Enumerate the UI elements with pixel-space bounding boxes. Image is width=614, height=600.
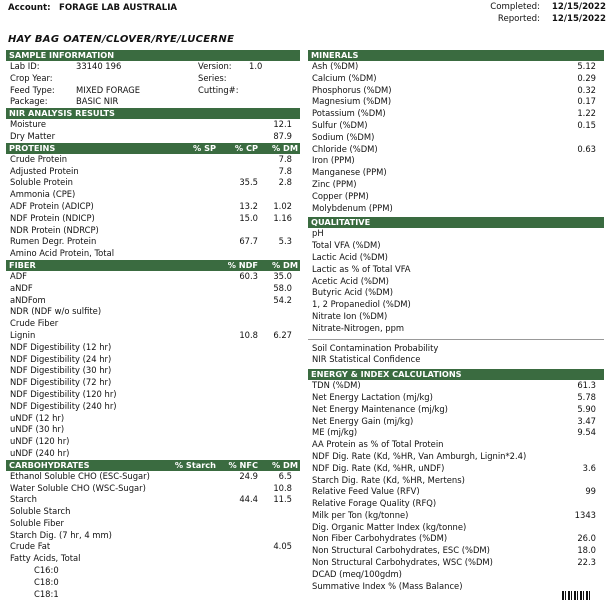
table-row: [6, 201, 300, 213]
row-label: uNDF (12 hr): [10, 412, 65, 423]
section-header-carbohydrates: [6, 460, 300, 471]
row-value: 6.27: [273, 329, 292, 340]
row-value: 11.5: [273, 494, 292, 505]
reported-value: 12/15/2022: [551, 14, 606, 24]
table-row: [308, 510, 604, 522]
row-label: Starch Dig. (7 hr, 4 mm): [10, 529, 112, 540]
table-row: [308, 144, 604, 156]
table-row: [308, 498, 604, 510]
table-row: [6, 436, 300, 448]
row-label: AA Protein as % of Total Protein: [312, 439, 444, 450]
row-label: Adjusted Protein: [10, 165, 79, 176]
col-header-dm: % DM: [272, 459, 298, 470]
nir-rows: [6, 119, 300, 143]
package-label: Package:: [10, 96, 48, 107]
row-value: 24.9: [239, 470, 258, 481]
row-label: Rumen Degr. Protein: [10, 236, 97, 247]
row-value: 12.1: [273, 119, 292, 130]
table-row: [308, 191, 604, 203]
section-header-energy: [308, 369, 604, 380]
row-value: 9.54: [577, 427, 596, 438]
row-value: 0.17: [577, 96, 596, 107]
row-label: NDF Protein (NDICP): [10, 212, 95, 223]
row-label: NDF Digestibility (30 hr): [10, 365, 112, 376]
row-label: Net Energy Gain (mj/kg): [312, 415, 414, 426]
table-row: [6, 483, 300, 495]
table-row: [6, 389, 300, 401]
row-value: 87.9: [273, 130, 292, 141]
row-label: Amino Acid Protein, Total: [10, 248, 115, 259]
row-label: Relative Feed Value (RFV): [312, 486, 420, 497]
table-row: [6, 424, 300, 436]
row-value: 10.8: [273, 482, 292, 493]
table-row: [6, 530, 300, 542]
row-label: NDR (NDF w/o sulfite): [10, 306, 102, 317]
row-value: 7.8: [278, 165, 292, 176]
row-label: Milk per Ton (kg/tonne): [312, 509, 409, 520]
table-row: [6, 401, 300, 413]
table-row: [308, 155, 604, 167]
row-value: 1.02: [273, 200, 292, 211]
table-row: [308, 522, 604, 534]
row-label: Summative Index % (Mass Balance): [312, 580, 463, 591]
row-label: aNDFom: [10, 294, 46, 305]
row-label: Crude Fat: [10, 541, 51, 552]
section-header-fiber: [6, 260, 300, 271]
table-row: [6, 365, 300, 377]
row-label: Water Soluble CHO (WSC-Sugar): [10, 482, 146, 493]
row-value: 6.5: [278, 470, 292, 481]
left-column: [6, 50, 300, 600]
feed-type-value: MIXED FORAGE: [76, 84, 141, 95]
row-value: 10.8: [239, 329, 258, 340]
section-header-proteins: [6, 143, 300, 154]
table-row: [308, 343, 604, 355]
table-row: [308, 132, 604, 144]
table-row: [308, 486, 604, 498]
row-label: C18:1: [34, 588, 59, 599]
row-value: 7.8: [278, 153, 292, 164]
table-row: [6, 295, 300, 307]
table-row: [308, 61, 604, 73]
table-row: [308, 85, 604, 97]
table-row: [308, 299, 604, 311]
completed-value: 12/15/2022: [551, 2, 606, 12]
row-label: pH: [312, 228, 324, 239]
table-row: [6, 577, 300, 589]
right-column: [308, 50, 604, 592]
row-value: 0.15: [577, 119, 596, 130]
table-row: [308, 569, 604, 581]
table-row: [6, 330, 300, 342]
row-value: 60.3: [239, 270, 258, 281]
table-row: [308, 533, 604, 545]
row-value: 35.0: [273, 270, 292, 281]
table-row: [308, 203, 604, 215]
table-row: [308, 451, 604, 463]
row-label: Total VFA (%DM): [312, 240, 381, 251]
row-label: Iron (PPM): [312, 155, 355, 166]
row-label: Soil Contamination Probability: [312, 342, 439, 353]
table-row: [308, 108, 604, 120]
row-value: 18.0: [577, 545, 596, 556]
row-value: 1.16: [273, 212, 292, 223]
table-row: [308, 404, 604, 416]
account-line: [8, 3, 177, 13]
table-row: [6, 271, 300, 283]
section-title: PROTEINS: [9, 142, 56, 153]
info-row: [6, 85, 300, 97]
section-title: CARBOHYDRATES: [9, 459, 90, 470]
table-row: [6, 177, 300, 189]
row-label: Starch Dig. Rate (Kd, %HR, Mertens): [312, 474, 465, 485]
col-header-dm: % DM: [272, 142, 298, 153]
table-row: [6, 166, 300, 178]
sample-info-block: [6, 61, 300, 108]
table-row: [308, 264, 604, 276]
section-header-minerals: [308, 50, 604, 61]
row-value: 1343: [574, 509, 596, 520]
col-header-nfc: % NFC: [228, 459, 258, 470]
protein-rows: [6, 154, 300, 260]
section-title: ENERGY & INDEX CALCULATIONS: [311, 369, 462, 380]
row-label: NDF Digestibility (12 hr): [10, 341, 112, 352]
row-label: Non Structural Carbohydrates, WSC (%DM): [312, 557, 493, 568]
table-row: [6, 589, 300, 600]
package-value: BASIC NIR: [76, 96, 119, 107]
section-header-sample-information: [6, 50, 300, 61]
col-header-starch: % Starch: [174, 459, 216, 470]
row-value: 5.90: [577, 403, 596, 414]
row-value: 35.5: [239, 177, 258, 188]
section-title: NIR ANALYSIS RESULTS: [9, 108, 115, 119]
row-label: Nitrate-Nitrogen, ppm: [312, 322, 405, 333]
table-row: [6, 131, 300, 143]
col-header-dm: % DM: [272, 259, 298, 270]
table-row: [6, 565, 300, 577]
row-label: Soluble Fiber: [10, 517, 64, 528]
row-label: ADF: [10, 270, 27, 281]
table-row: [308, 228, 604, 240]
row-label: Calcium (%DM): [312, 72, 377, 83]
row-label: Net Energy Maintenance (mj/kg): [312, 403, 448, 414]
row-value: 99: [585, 486, 596, 497]
row-label: Magnesium (%DM): [312, 96, 392, 107]
row-label: Acetic Acid (%DM): [312, 275, 389, 286]
reported-label: Reported:: [497, 14, 540, 24]
report-dates: [470, 2, 606, 26]
row-label: DCAD (meq/100gdm): [312, 568, 402, 579]
table-row: [6, 306, 300, 318]
row-label: Starch: [10, 494, 37, 505]
mineral-rows: [308, 61, 604, 214]
table-row: [308, 463, 604, 475]
row-label: uNDF (120 hr): [10, 436, 70, 447]
row-label: NDR Protein (NDRCP): [10, 224, 99, 235]
fiber-rows: [6, 271, 300, 460]
account-value: FORAGE LAB AUSTRALIA: [59, 3, 178, 13]
sample-title: HAY BAG OATEN/CLOVER/RYE/LUCERNE: [8, 34, 235, 45]
section-header-qualitative: [308, 217, 604, 228]
feed-type-label: Feed Type:: [10, 84, 55, 95]
crop-year-label: Crop Year:: [10, 72, 53, 83]
row-label: Phosphorus (%DM): [312, 84, 392, 95]
table-row: [6, 518, 300, 530]
row-label: Net Energy Lactation (mj/kg): [312, 391, 433, 402]
section-title: QUALITATIVE: [311, 217, 371, 228]
section-title: SAMPLE INFORMATION: [9, 50, 115, 60]
row-label: Dig. Organic Matter Index (kg/tonne): [312, 521, 467, 532]
table-row: [6, 236, 300, 248]
table-row: [308, 581, 604, 593]
table-row: [308, 323, 604, 335]
row-value: 0.63: [577, 143, 596, 154]
row-value: 26.0: [577, 533, 596, 544]
row-label: Chloride (%DM): [312, 143, 378, 154]
row-value: 61.3: [577, 380, 596, 391]
table-row: [308, 167, 604, 179]
row-label: NDF Dig. Rate (Kd, %HR, uNDF): [312, 462, 445, 473]
row-label: C18:0: [34, 576, 59, 587]
table-row: [308, 439, 604, 451]
row-value: 0.29: [577, 72, 596, 83]
row-label: NDF Digestibility (240 hr): [10, 400, 117, 411]
row-label: Zinc (PPM): [312, 178, 357, 189]
table-row: [308, 545, 604, 557]
energy-rows: [308, 380, 604, 592]
row-value: 0.32: [577, 84, 596, 95]
table-row: [6, 494, 300, 506]
table-row: [308, 240, 604, 252]
qualitative-extra-rows: [308, 343, 604, 367]
qualitative-rows: [308, 228, 604, 334]
row-label: Ammonia (CPE): [10, 189, 76, 200]
row-label: Moisture: [10, 119, 47, 130]
table-row: [6, 354, 300, 366]
row-label: Relative Forage Quality (RFQ): [312, 498, 437, 509]
table-row: [308, 252, 604, 264]
info-row: [6, 73, 300, 85]
row-label: ADF Protein (ADICP): [10, 200, 94, 211]
table-row: [308, 287, 604, 299]
row-value: 54.2: [273, 294, 292, 305]
row-label: C16:0: [34, 565, 59, 576]
table-row: [308, 120, 604, 132]
row-value: 5.78: [577, 391, 596, 402]
col-header-ndf: % NDF: [227, 259, 258, 270]
row-label: Lactic as % of Total VFA: [312, 263, 411, 274]
row-label: Butyric Acid (%DM): [312, 287, 393, 298]
table-row: [308, 475, 604, 487]
table-row: [6, 283, 300, 295]
table-row: [308, 557, 604, 569]
row-label: Non Fiber Carbohydrates (%DM): [312, 533, 448, 544]
row-label: Molybdenum (PPM): [312, 202, 393, 213]
table-row: [6, 248, 300, 260]
row-label: Ethanol Soluble CHO (ESC-Sugar): [10, 470, 150, 481]
row-label: Fatty Acids, Total: [10, 553, 81, 564]
table-row: [308, 416, 604, 428]
row-label: Crude Fiber: [10, 318, 59, 329]
row-label: NDF Dig. Rate (Kd, %HR, Van Amburgh, Lignin*2.4): [312, 450, 527, 461]
version-value: 1.0: [249, 61, 263, 71]
row-label: Lignin: [10, 329, 36, 340]
row-label: Sulfur (%DM): [312, 119, 368, 130]
carb-rows: [6, 471, 300, 600]
series-label: Series:: [198, 72, 227, 83]
row-label: NIR Statistical Confidence: [312, 354, 421, 365]
table-row: [308, 96, 604, 108]
row-value: 22.3: [577, 557, 596, 568]
table-row: [6, 541, 300, 553]
table-row: [308, 392, 604, 404]
row-label: TDN (%DM): [312, 380, 361, 391]
table-row: [6, 154, 300, 166]
row-label: ME (mj/kg): [312, 427, 358, 438]
table-row: [6, 342, 300, 354]
row-value: 4.05: [273, 541, 292, 552]
table-row: [308, 311, 604, 323]
row-label: Sodium (%DM): [312, 131, 375, 142]
table-row: [6, 506, 300, 518]
account-label: Account:: [8, 3, 51, 13]
table-row: [6, 448, 300, 460]
row-value: 5.3: [278, 236, 292, 247]
row-label: NDF Digestibility (24 hr): [10, 353, 112, 364]
row-label: Copper (PPM): [312, 190, 369, 201]
row-label: Lactic Acid (%DM): [312, 251, 388, 262]
row-value: 15.0: [239, 212, 258, 223]
info-row: [6, 61, 300, 73]
lab-id-value: 33140 196: [76, 61, 122, 71]
row-label: Dry Matter: [10, 130, 56, 141]
table-row: [6, 553, 300, 565]
row-label: Non Structural Carbohydrates, ESC (%DM): [312, 545, 490, 556]
row-label: Manganese (PPM): [312, 167, 387, 178]
table-row: [6, 225, 300, 237]
row-value: 3.47: [577, 415, 596, 426]
barcode-icon: [562, 591, 592, 600]
row-value: 2.8: [278, 177, 292, 188]
row-value: 58.0: [273, 282, 292, 293]
row-label: 1, 2 Propanediol (%DM): [312, 299, 411, 310]
section-title: MINERALS: [311, 50, 359, 60]
col-header-sp: % SP: [193, 142, 216, 153]
row-value: 44.4: [239, 494, 258, 505]
completed-label: Completed:: [490, 2, 540, 12]
section-header-nir-analysis: [6, 108, 300, 119]
row-label: Potassium (%DM): [312, 108, 386, 119]
col-header-cp: % CP: [234, 142, 258, 153]
cutting-label: Cutting#:: [198, 84, 239, 95]
row-label: NDF Digestibility (72 hr): [10, 377, 112, 388]
table-row: [6, 471, 300, 483]
row-label: NDF Digestibility (120 hr): [10, 388, 117, 399]
table-row: [6, 119, 300, 131]
row-label: Crude Protein: [10, 153, 68, 164]
divider: [308, 339, 604, 340]
info-row: [6, 96, 300, 108]
table-row: [6, 318, 300, 330]
table-row: [6, 189, 300, 201]
row-value: 5.12: [577, 61, 596, 71]
table-row: [6, 377, 300, 389]
table-row: [308, 354, 604, 366]
row-value: 1.22: [577, 108, 596, 119]
lab-id-label: Lab ID:: [10, 61, 40, 71]
table-row: [308, 380, 604, 392]
version-label: Version:: [198, 61, 232, 71]
row-label: uNDF (30 hr): [10, 424, 65, 435]
row-label: Soluble Starch: [10, 506, 71, 517]
table-row: [6, 413, 300, 425]
row-label: uNDF (240 hr): [10, 447, 70, 458]
row-value: 67.7: [239, 236, 258, 247]
row-value: 13.2: [239, 200, 258, 211]
table-row: [308, 73, 604, 85]
row-label: aNDF: [10, 282, 33, 293]
section-title: FIBER: [9, 259, 36, 270]
row-value: 3.6: [582, 462, 596, 473]
row-label: Soluble Protein: [10, 177, 73, 188]
table-row: [308, 179, 604, 191]
table-row: [6, 213, 300, 225]
row-label: Ash (%DM): [312, 61, 359, 71]
table-row: [308, 276, 604, 288]
row-label: Nitrate Ion (%DM): [312, 310, 388, 321]
table-row: [308, 427, 604, 439]
